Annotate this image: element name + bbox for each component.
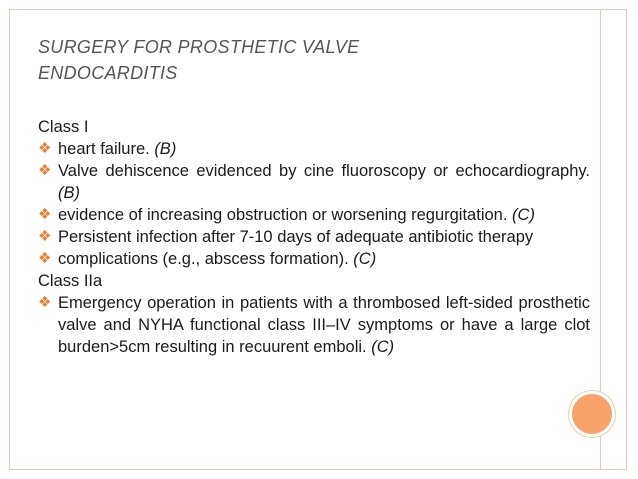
title-line-1: SURGERY FOR PROSTHETIC VALVE [38,37,360,57]
list-item [38,292,590,358]
item-text: evidence of increasing obstruction or worsening regurgitation. [58,206,508,224]
evidence-level: (C) [371,338,395,356]
list-item [38,204,590,226]
item-text: complications (e.g., abscess formation). [58,250,349,268]
bullet-icon: ❖ [38,206,52,223]
item-text: Valve dehiscence evidenced by cine fluoroscopy or echocardiography. [58,162,590,180]
bullet-icon: ❖ [38,250,52,267]
bullet-icon: ❖ [38,228,52,245]
item-text: heart failure. [58,140,150,158]
item-text: Emergency operation in patients with a thrombosed left-sided prosthetic valve and NYHA functional class III–IV symptoms or have a large clot burden>5cm resulting in recuurent emboli. [58,294,590,356]
bullet-icon: ❖ [38,162,52,179]
slide-body [38,116,590,358]
slide-title [38,34,578,86]
list-item [38,138,590,160]
evidence-level: (C) [512,206,535,224]
evidence-level: (B) [58,184,80,202]
item-text: Persistent infection after 7-10 days of adequate antibiotic therapy [58,228,534,246]
class-label: Class IIa [38,272,103,290]
bullet-icon: ❖ [38,140,52,157]
bullet-icon: ❖ [38,294,52,311]
evidence-level: (C) [353,250,377,268]
decorative-circle [569,391,615,437]
list-item [38,160,590,204]
evidence-level: (B) [154,140,177,158]
title-line-2: ENDOCARDITIS [38,63,178,83]
list-item [38,248,590,270]
class-label: Class I [38,118,89,136]
list-item [38,226,590,248]
